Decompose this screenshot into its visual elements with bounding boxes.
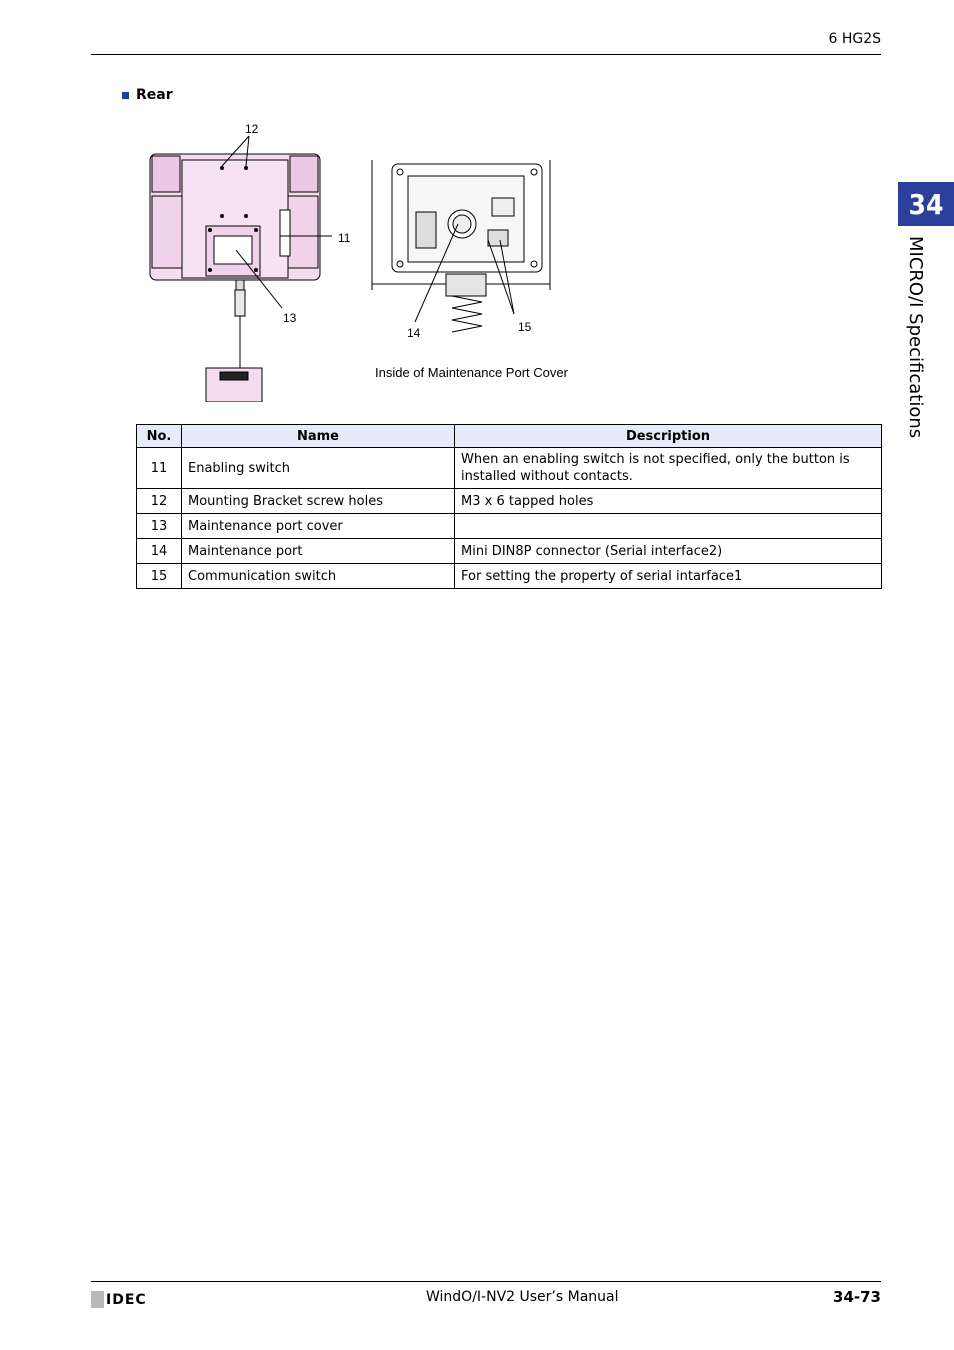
cell-description: M3 x 6 tapped holes <box>455 489 882 514</box>
rear-parts-table <box>136 424 882 589</box>
callout-15: 15 <box>518 320 532 334</box>
section-heading-label: Rear <box>136 87 173 103</box>
callout-12: 12 <box>245 122 259 136</box>
callout-13: 13 <box>283 311 297 325</box>
footer-manual-title: WindO/I-NV2 User’s Manual <box>426 1289 619 1305</box>
cell-no: 14 <box>137 539 182 564</box>
footer-page-number: 34-73 <box>833 1288 881 1306</box>
cell-no: 13 <box>137 514 182 539</box>
callout-11: 11 <box>338 231 351 245</box>
chapter-number-tab: 34 <box>898 182 954 226</box>
footer-rule <box>91 1281 881 1282</box>
device-rear-body <box>150 154 320 402</box>
table-row <box>137 564 882 589</box>
chapter-title: MICRO/I Specifications <box>905 236 926 439</box>
port-interior-body <box>372 160 550 332</box>
cell-name: Mounting Bracket screw holes <box>182 489 455 514</box>
cell-description <box>455 514 882 539</box>
table-row <box>137 448 882 489</box>
cell-no: 15 <box>137 564 182 589</box>
cell-no: 12 <box>137 489 182 514</box>
column-header-name: Name <box>182 425 455 448</box>
cell-name: Enabling switch <box>182 448 455 489</box>
logo-bar-icon <box>91 1291 104 1308</box>
rear-view-figure <box>140 112 580 402</box>
table-header-row <box>137 425 882 448</box>
cell-description: Mini DIN8P connector (Serial interface2) <box>455 539 882 564</box>
table-row <box>137 514 882 539</box>
cell-description: When an enabling switch is not specified, only the button is installed without contacts. <box>455 448 882 489</box>
table-row <box>137 489 882 514</box>
table-row <box>137 539 882 564</box>
figure-caption: Inside of Maintenance Port Cover <box>375 365 568 380</box>
cell-description: For setting the property of serial intarface1 <box>455 564 882 589</box>
header-section-title: 6 HG2S <box>828 31 881 47</box>
cell-name: Maintenance port cover <box>182 514 455 539</box>
idec-logo <box>91 1291 147 1308</box>
column-header-no: No. <box>137 425 182 448</box>
cell-name: Communication switch <box>182 564 455 589</box>
section-heading <box>122 87 173 103</box>
logo-text: IDEC <box>106 1291 147 1308</box>
cell-name: Maintenance port <box>182 539 455 564</box>
column-header-description: Description <box>455 425 882 448</box>
cell-no: 11 <box>137 448 182 489</box>
callout-14: 14 <box>407 326 421 340</box>
header-rule <box>91 54 881 55</box>
square-bullet-icon <box>122 92 129 99</box>
